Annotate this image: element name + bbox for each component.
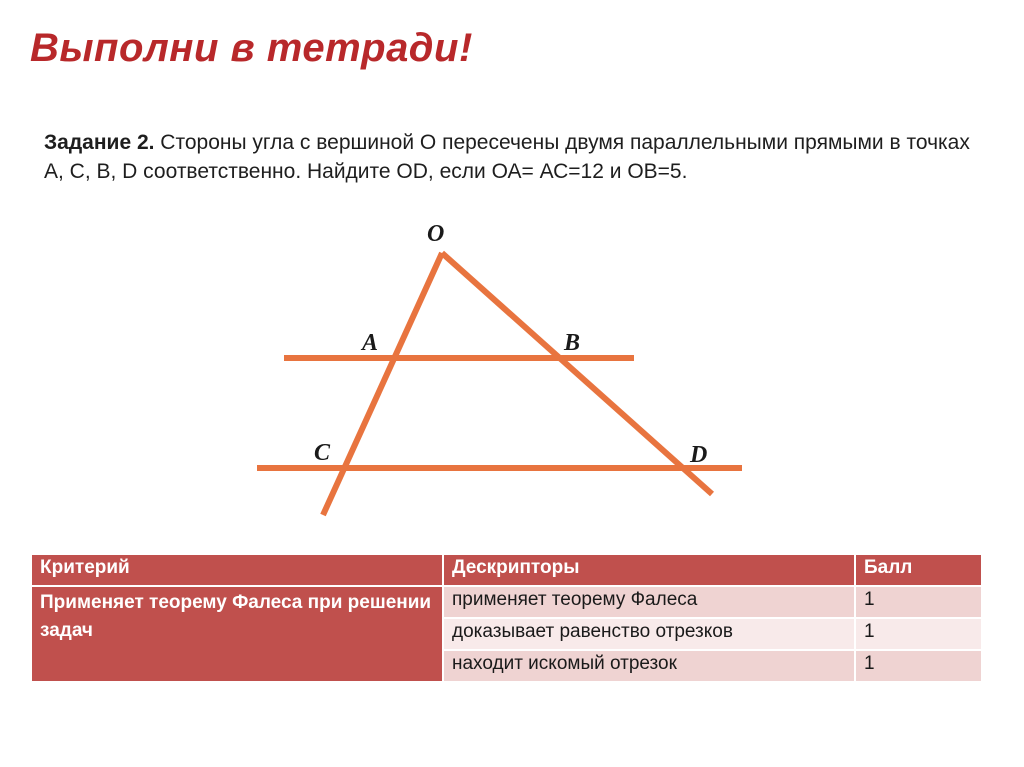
score-cell: 1 [855,650,982,682]
point-b-label: B [564,330,581,356]
header-descriptors: Дескрипторы [443,554,855,586]
point-o-label: O [427,221,445,247]
table-header-row [31,554,982,586]
task-body: Стороны угла с вершиной О пересечены двумя параллельными прямыми в точках А, С, В, D соответственно. Найдите OD, если ОА= АС=12 и ОВ=5. [44,131,970,183]
score-cell: 1 [855,586,982,618]
descriptor-cell: находит искомый отрезок [443,650,855,682]
point-d-label: D [690,442,708,468]
slide-title: Выполни в тетради! [30,26,473,70]
descriptor-cell: применяет теорему Фалеса [443,586,855,618]
task-label: Задание 2. [44,131,155,154]
header-criterion: Критерий [31,554,443,586]
thales-diagram [220,200,780,530]
table-row [31,586,982,618]
header-score: Балл [855,554,982,586]
criteria-table [30,553,983,683]
ray-od [442,253,712,494]
score-cell: 1 [855,618,982,650]
task-text [44,128,994,186]
descriptor-cell: доказывает равенство отрезков [443,618,855,650]
point-c-label: C [314,440,331,466]
criterion-cell: Применяет теорему Фалеса при решении задач [31,586,443,682]
point-a-label: A [362,330,379,356]
ray-oc [323,253,442,515]
geometry-figure [220,200,780,530]
